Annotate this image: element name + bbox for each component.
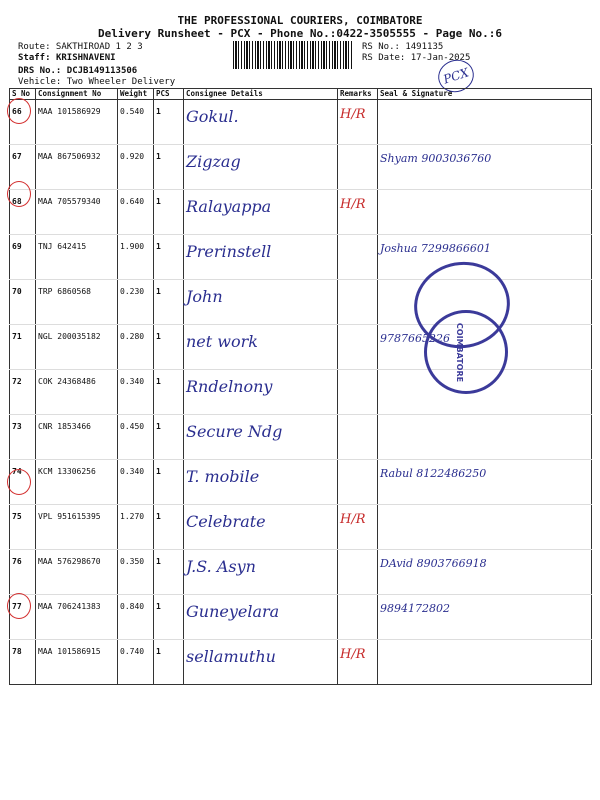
row-remarks-cell — [338, 460, 378, 505]
row-weight: 0.450 — [120, 422, 145, 431]
row-sno: 72 — [12, 377, 22, 386]
row-sno: 67 — [12, 152, 22, 161]
row-signature-cell — [378, 145, 592, 190]
row-consignee: Zigzag — [186, 152, 241, 171]
row-weight: 0.280 — [120, 332, 145, 341]
row-consignee-cell — [184, 370, 338, 415]
row-sno-cell — [10, 550, 36, 595]
row-consignee-cell — [184, 595, 338, 640]
row-signature-cell — [378, 100, 592, 145]
row-remarks: H/R — [340, 197, 366, 212]
row-signature-cell — [378, 460, 592, 505]
row-consignee-cell — [184, 280, 338, 325]
row-consignee: Celebrate — [186, 512, 266, 531]
row-consignee: Guneyelara — [186, 602, 280, 621]
row-pcs-cell — [154, 550, 184, 595]
drs-value: DCJB149113506 — [66, 66, 138, 76]
annotation-circle — [7, 593, 31, 619]
row-consignee: John — [186, 287, 223, 306]
row-signature: Shyam 9003036760 — [380, 152, 492, 165]
row-pcs-cell — [154, 100, 184, 145]
col-sno: S No — [10, 89, 36, 100]
col-signature: Seal & Signature — [378, 89, 592, 100]
row-consignee-cell — [184, 145, 338, 190]
row-pcs: 1 — [156, 377, 161, 386]
row-pcs: 1 — [156, 602, 161, 611]
row-pcs-cell — [154, 505, 184, 550]
row-pcs: 1 — [156, 647, 161, 656]
row-remarks-cell — [338, 190, 378, 235]
table-row — [10, 190, 592, 235]
row-consignment-no-cell — [36, 100, 118, 145]
rs-date: RS Date: 17-Jan-2025 — [362, 53, 471, 63]
row-sno: 77 — [12, 602, 22, 611]
row-weight: 0.920 — [120, 152, 145, 161]
row-weight-cell — [118, 460, 154, 505]
row-pcs-cell — [154, 145, 184, 190]
row-weight: 0.540 — [120, 107, 145, 116]
row-remarks-cell — [338, 145, 378, 190]
row-consignment-no-cell — [36, 280, 118, 325]
row-pcs: 1 — [156, 152, 161, 161]
annotation-circle — [7, 98, 31, 124]
row-consignment-no: MAA 867506932 — [38, 152, 101, 161]
staff-line — [18, 53, 116, 63]
row-consignee: Secure Ndg — [186, 422, 283, 441]
row-consignee: Ralayappa — [186, 197, 272, 216]
rs-number: RS No.: 1491135 — [362, 42, 444, 52]
vehicle-label: Vehicle: Two Wheeler Delivery — [18, 77, 176, 87]
row-signature: Joshua 7299866601 — [380, 242, 491, 255]
table-row — [10, 595, 592, 640]
drs-label: DRS No.: — [18, 66, 62, 76]
row-consignee-cell — [184, 415, 338, 460]
row-consignee-cell — [184, 100, 338, 145]
row-pcs-cell — [154, 325, 184, 370]
table-row — [10, 415, 592, 460]
col-remarks: Remarks — [338, 89, 378, 100]
row-consignment-no-cell — [36, 595, 118, 640]
table-row — [10, 505, 592, 550]
row-pcs-cell — [154, 370, 184, 415]
row-signature: 9787665226 — [380, 332, 450, 345]
row-signature-cell — [378, 415, 592, 460]
row-consignee: T. mobile — [186, 467, 260, 486]
row-consignee: J.S. Asyn — [186, 557, 256, 576]
row-consignment-no: KCM 13306256 — [38, 467, 96, 476]
row-remarks-cell — [338, 595, 378, 640]
row-sno: 71 — [12, 332, 22, 341]
row-pcs: 1 — [156, 242, 161, 251]
row-consignment-no-cell — [36, 640, 118, 685]
row-pcs-cell — [154, 640, 184, 685]
row-pcs-cell — [154, 235, 184, 280]
row-weight: 0.740 — [120, 647, 145, 656]
row-weight: 0.840 — [120, 602, 145, 611]
drs-line — [18, 66, 137, 76]
row-consignee-cell — [184, 550, 338, 595]
row-sno-cell — [10, 640, 36, 685]
table-header-row — [10, 89, 592, 100]
row-remarks-cell — [338, 280, 378, 325]
row-signature: 9894172802 — [380, 602, 450, 615]
row-remarks-cell — [338, 235, 378, 280]
row-weight-cell — [118, 100, 154, 145]
table-row — [10, 460, 592, 505]
row-signature-cell — [378, 550, 592, 595]
row-weight-cell — [118, 145, 154, 190]
row-pcs: 1 — [156, 332, 161, 341]
row-consignee: net work — [186, 332, 258, 351]
col-pcs: PCS — [154, 89, 184, 100]
row-sno-cell — [10, 280, 36, 325]
row-weight: 0.640 — [120, 197, 145, 206]
row-weight-cell — [118, 415, 154, 460]
row-sno: 78 — [12, 647, 22, 656]
col-consignee: Consignee Details — [184, 89, 338, 100]
row-consignment-no-cell — [36, 415, 118, 460]
annotation-circle — [7, 469, 31, 495]
row-consignment-no: VPL 951615395 — [38, 512, 101, 521]
row-consignment-no: MAA 576298670 — [38, 557, 101, 566]
row-weight-cell — [118, 370, 154, 415]
row-pcs: 1 — [156, 557, 161, 566]
row-signature-cell — [378, 595, 592, 640]
row-consignment-no: MAA 101586915 — [38, 647, 101, 656]
row-weight-cell — [118, 505, 154, 550]
row-sno: 68 — [12, 197, 22, 206]
company-seal-stamp — [424, 310, 508, 394]
row-consignee-cell — [184, 460, 338, 505]
pcx-stamp: PCX — [434, 55, 478, 97]
row-weight-cell — [118, 640, 154, 685]
row-consignment-no: TRP 6860568 — [38, 287, 91, 296]
row-sno: 70 — [12, 287, 22, 296]
row-sno-cell — [10, 325, 36, 370]
row-pcs-cell — [154, 460, 184, 505]
row-consignment-no: MAA 101586929 — [38, 107, 101, 116]
row-remarks-cell — [338, 325, 378, 370]
row-consignment-no-cell — [36, 325, 118, 370]
table-row — [10, 145, 592, 190]
row-pcs: 1 — [156, 287, 161, 296]
row-remarks-cell — [338, 370, 378, 415]
row-weight-cell — [118, 190, 154, 235]
row-weight-cell — [118, 280, 154, 325]
row-sno: 69 — [12, 242, 22, 251]
row-consignment-no: COK 24368486 — [38, 377, 96, 386]
row-weight-cell — [118, 235, 154, 280]
row-consignee-cell — [184, 190, 338, 235]
row-pcs-cell — [154, 280, 184, 325]
row-remarks: H/R — [340, 647, 366, 662]
row-consignee: Rndelnony — [186, 377, 273, 396]
row-weight: 0.230 — [120, 287, 145, 296]
row-consignment-no: NGL 200035182 — [38, 332, 101, 341]
route-label: Route: SAKTHIROAD 1 2 3 — [18, 42, 143, 52]
staff-value: KRISHNAVENI — [55, 53, 116, 63]
row-pcs-cell — [154, 190, 184, 235]
row-consignee: Gokul. — [186, 107, 239, 126]
row-consignee: Prerinstell — [186, 242, 272, 261]
row-pcs: 1 — [156, 467, 161, 476]
row-signature: DAvid 8903766918 — [380, 557, 487, 570]
row-sno: 73 — [12, 422, 22, 431]
row-remarks: H/R — [340, 107, 366, 122]
row-remarks-cell — [338, 640, 378, 685]
barcode-image — [233, 41, 353, 69]
row-sno: 74 — [12, 467, 22, 476]
row-consignment-no-cell — [36, 190, 118, 235]
row-weight: 0.340 — [120, 377, 145, 386]
row-sno-cell — [10, 235, 36, 280]
row-consignment-no: TNJ 642415 — [38, 242, 87, 251]
table-row — [10, 370, 592, 415]
row-consignee-cell — [184, 235, 338, 280]
row-weight-cell — [118, 550, 154, 595]
row-consignment-no-cell — [36, 145, 118, 190]
row-consignment-no-cell — [36, 505, 118, 550]
row-consignment-no-cell — [36, 235, 118, 280]
row-pcs-cell — [154, 595, 184, 640]
row-pcs: 1 — [156, 107, 161, 116]
col-weight: Weight — [118, 89, 154, 100]
row-signature-cell — [378, 190, 592, 235]
row-pcs: 1 — [156, 197, 161, 206]
row-pcs-cell — [154, 415, 184, 460]
row-weight: 0.350 — [120, 557, 145, 566]
row-signature-cell — [378, 640, 592, 685]
row-consignee-cell — [184, 505, 338, 550]
col-consignment: Consignment No — [36, 89, 118, 100]
staff-label: Staff: — [18, 53, 51, 63]
row-consignment-no-cell — [36, 370, 118, 415]
row-consignee-cell — [184, 325, 338, 370]
row-remarks: H/R — [340, 512, 366, 527]
row-pcs: 1 — [156, 512, 161, 521]
table-row — [10, 100, 592, 145]
row-weight-cell — [118, 325, 154, 370]
row-weight-cell — [118, 595, 154, 640]
row-consignment-no: CNR 1853466 — [38, 422, 91, 431]
row-signature: Rabul 8122486250 — [380, 467, 487, 480]
runsheet-table — [9, 88, 592, 685]
row-consignment-no-cell — [36, 460, 118, 505]
annotation-circle — [7, 181, 31, 207]
row-sno: 75 — [12, 512, 22, 521]
row-sno-cell — [10, 370, 36, 415]
row-weight: 0.340 — [120, 467, 145, 476]
row-pcs: 1 — [156, 422, 161, 431]
row-consignment-no-cell — [36, 550, 118, 595]
row-weight: 1.270 — [120, 512, 145, 521]
row-consignee: sellamuthu — [186, 647, 276, 666]
row-remarks-cell — [338, 505, 378, 550]
row-consignee-cell — [184, 640, 338, 685]
runsheet-subtitle: Delivery Runsheet - PCX - Phone No.:0422-3505555 - Page No.:6 — [98, 27, 502, 40]
row-signature-cell — [378, 505, 592, 550]
row-sno: 76 — [12, 557, 22, 566]
row-consignment-no: MAA 706241383 — [38, 602, 101, 611]
company-title: THE PROFESSIONAL COURIERS, COIMBATORE — [177, 14, 423, 27]
row-remarks-cell — [338, 100, 378, 145]
table-row — [10, 640, 592, 685]
row-weight: 1.900 — [120, 242, 145, 251]
row-sno: 66 — [12, 107, 22, 116]
row-remarks-cell — [338, 415, 378, 460]
row-sno-cell — [10, 505, 36, 550]
seal-text: COIMBATORE — [455, 322, 465, 383]
table-row — [10, 550, 592, 595]
table-row — [10, 235, 592, 280]
row-remarks-cell — [338, 550, 378, 595]
row-consignment-no: MAA 705579340 — [38, 197, 101, 206]
row-sno-cell — [10, 415, 36, 460]
